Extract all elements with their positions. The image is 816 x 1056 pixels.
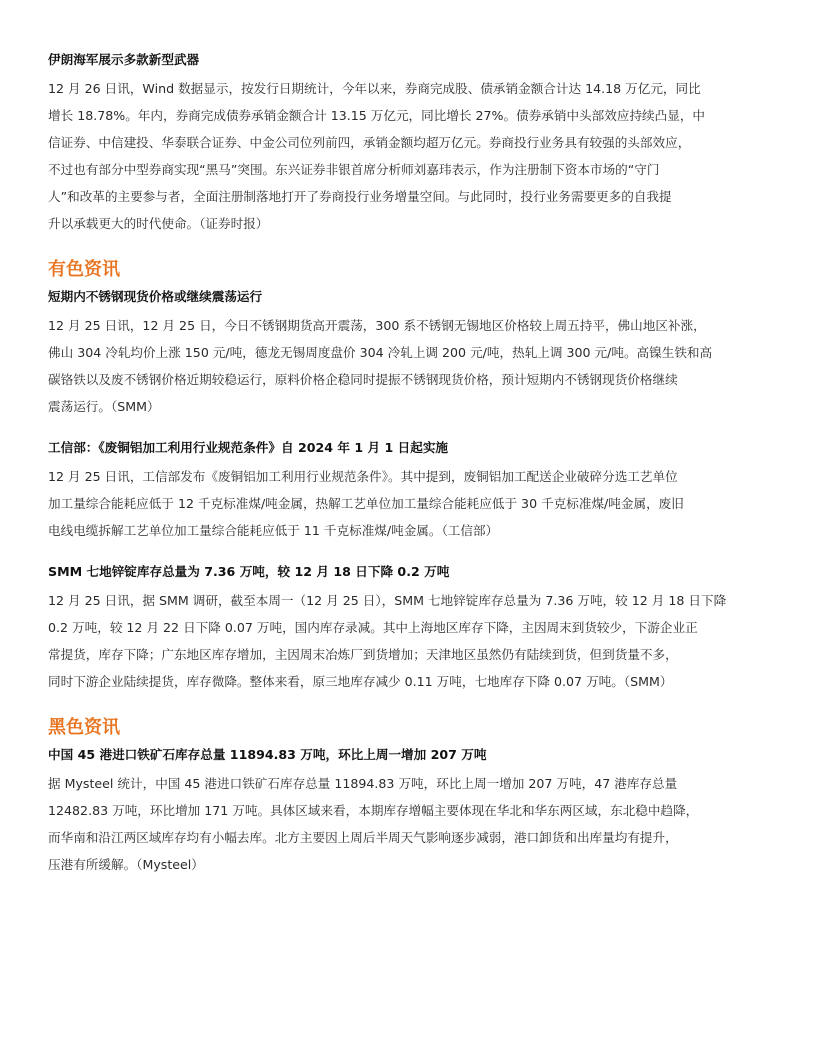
body-line: 12 月 25 日讯，工信部发布《废铜铝加工利用行业规范条件》。其中提到，废铜铝加工配送企业破碎分选工艺单位: [48, 469, 678, 484]
body-line: 电线电缆拆解工艺单位加工量综合能耗应低于 11 千克标准煤/吨金属。（工信部）: [48, 523, 499, 538]
article-title: 短期内不锈钢现货价格或继续震荡运行: [48, 289, 263, 304]
article: [48, 287, 768, 420]
document-page: [48, 50, 768, 878]
body-line: 12482.83 万吨，环比增加 171 万吨。具体区域来看，本期库存增幅主要体现在华北和华东两区域，东北稳中趋降，: [48, 803, 699, 818]
body-line: 人”和改革的主要参与者，全面注册制落地打开了券商投行业务增量空间。与此同时，投行业务需要更多的自我提: [48, 189, 672, 204]
article-title: 伊朗海军展示多款新型武器: [48, 52, 200, 67]
body-line: 12 月 26 日讯，Wind 数据显示，按发行日期统计，今年以来，券商完成股、债承销金额合计达 14.18 万亿元，同比: [48, 81, 701, 96]
article-body: [48, 587, 768, 695]
body-line: 增长 18.78%。年内，券商完成债券承销金额合计 13.15 万亿元，同比增长 27%。债券承销中头部效应持续凸显，中: [48, 108, 706, 123]
article: [48, 438, 768, 544]
article-body: [48, 463, 768, 544]
body-line: 12 月 25 日讯，据 SMM 调研，截至本周一（12 月 25 日），SMM 七地锌锭库存总量为 7.36 万吨，较 12 月 18 日下降: [48, 593, 727, 608]
article-body: [48, 312, 768, 420]
body-line: 而华南和沿江两区域库存均有小幅去库。北方主要因上周后半周天气影响逐步减弱，港口卸货和出库量均有提升，: [48, 830, 678, 845]
article-title: 中国 45 港进口铁矿石库存总量 11894.83 万吨，环比上周一增加 207 万吨: [48, 747, 487, 762]
article: [48, 745, 768, 878]
body-line: 压港有所缓解。（Mysteel）: [48, 857, 204, 872]
article: [48, 50, 768, 237]
body-line: 震荡运行。（SMM）: [48, 399, 160, 414]
body-line: 据 Mysteel 统计，中国 45 港进口铁矿石库存总量 11894.83 万吨，环比上周一增加 207 万吨，47 港库存总量: [48, 776, 678, 791]
body-line: 升以承载更大的时代使命。（证券时报）: [48, 216, 269, 231]
body-line: 信证券、中信建投、华泰联合证券、中金公司位列前四，承销金额均超万亿元。券商投行业务具有较强的头部效应，: [48, 135, 691, 150]
body-line: 佛山 304 冷轧均价上涨 150 元/吨，德龙无锡周度盘价 304 冷轧上调 200 元/吨，热轧上调 300 元/吨。高镍生铁和高: [48, 345, 713, 360]
body-line: 不过也有部分中型券商实现“黑马”突围。东兴证券非银首席分析师刘嘉玮表示，作为注册制下资本市场的“守门: [48, 162, 660, 177]
body-line: 常提货，库存下降；广东地区库存增加，主因周末冶炼厂到货增加；天津地区虽然仍有陆续到货，但到货量不多，: [48, 647, 678, 662]
body-line: 12 月 25 日讯，12 月 25 日，今日不锈钢期货高开震荡，300 系不锈钢无锡地区价格较上周五持平，佛山地区补涨，: [48, 318, 706, 333]
body-line: 同时下游企业陆续提货，库存微降。整体来看，原三地库存减少 0.11 万吨，七地库存下降 0.07 万吨。（SMM）: [48, 674, 673, 689]
section-heading-ferrous: 黑色资讯: [48, 717, 120, 738]
body-line: 0.2 万吨，较 12 月 22 日下降 0.07 万吨，国内库存录减。其中上海地区库存下降，主因周末到货较少，下游企业正: [48, 620, 698, 635]
article-body: [48, 770, 768, 878]
article-body: [48, 75, 768, 237]
article: [48, 562, 768, 695]
body-line: 碳铬铁以及废不锈钢价格近期较稳运行，原料价格企稳同时提振不锈钢现货价格，预计短期内不锈钢现货价格继续: [48, 372, 678, 387]
body-line: 加工量综合能耗应低于 12 千克标准煤/吨金属，热解工艺单位加工量综合能耗应低于 30 千克标准煤/吨金属，废旧: [48, 496, 684, 511]
section-heading-nonferrous: 有色资讯: [48, 259, 120, 280]
article-title: SMM 七地锌锭库存总量为 7.36 万吨，较 12 月 18 日下降 0.2 万吨: [48, 564, 450, 579]
article-title: 工信部：《废铜铝加工利用行业规范条件》自 2024 年 1 月 1 日起实施: [48, 440, 449, 455]
